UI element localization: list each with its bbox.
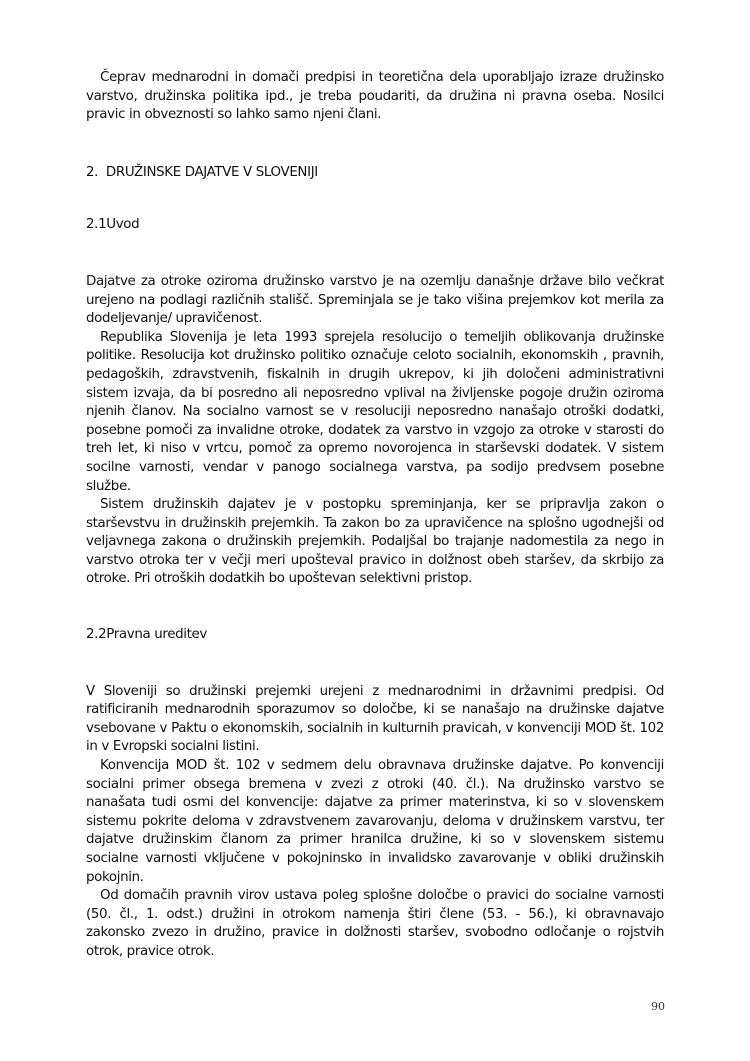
section-number: 2.	[86, 164, 99, 180]
subsection-title: Pravna ureditev	[106, 627, 207, 643]
subsection-heading-2-1	[86, 216, 664, 235]
paragraph: Dajatve za otroke oziroma družinsko varstvo je na ozemlju današnje države bilo večkrat urejeno na podlagi različnih stališč. Spreminjala se je tako višina prejemkov kot merila za dodeljevanje/ upravičenost.	[86, 273, 664, 327]
document-page	[86, 69, 664, 962]
subsection-title: Uvod	[106, 217, 140, 233]
subsection-heading-2-2	[86, 626, 664, 645]
intro-paragraph: Čeprav mednarodni in domači predpisi in teoretična dela uporabljajo izraze družinsko varstvo, družinska politika ipd., je treba poudariti, da družina ni pravna oseba. Nosilci pravic in obveznosti so lahko samo njeni člani.	[86, 70, 664, 123]
paragraph: Konvencija MOD št. 102 v sedmem delu obravnava družinske dajatve. Po konvenciji socialni primer obsega bremena v zvezi z otroki (40. čl.). Na družinsko varstvo se nanašata tudi osmi del konvencije: dajatve za primer materinstva, ki so v slovenskem sistemu pokrite deloma v zdravstvenem zavarovanju, deloma v družinskem varstvu, ter dajatve družinskim članom za primer hranilca družine, ki so v slovenskem sistemu socialne varnosti vključene v pokojninsko in invalidsko zavarovanje v obliki družinskih pokojnin.	[86, 758, 664, 885]
spacer	[86, 235, 664, 273]
spacer	[86, 589, 664, 626]
paragraph: Sistem družinskih dajatev je v postopku spreminjanja, ker se pripravlja zakon o starševstvu in družinskih prejemkih. Ta zakon bo za upravičence na splošno ugodnejši od veljavnega zakona o družinskih prejemkih. Podaljšal bo trajanje nadomestila za nego in varstvo otroka ter v večji meri upošteval pravico in dolžnost obeh staršev, da skrbijo za otroke. Pri otroških dodatkih bo upoštevan selektivni pristop.	[86, 497, 664, 587]
paragraph: Republika Slovenija je leta 1993 sprejela resolucijo o temeljih oblikovanja družinske politike. Resolucija kot družinsko politiko označuje celoto socialnih, ekonomskih , pravnih, pedagoških, zdravstvenih, fiskalnih in drugih ukrepov, ki jih določeni administrativni sistem izvaja, da bi posredno ali neposredno vplival na življenske pogoje družin oziroma njenih članov. Na socialno varnost se v resoluciji neposredno nanašajo otroški dodatki, posebne pomoči za invalidne otroke, dodatek za varstvo in vzgojo za otroke v starosti do treh let, ki niso v vrtcu, pomoč za opremo novorojenca in starševski dodatek. V sistem socilne varnosti, vendar v panogo socialnega varstva, pa sodijo predvsem posebne službe.	[86, 329, 664, 494]
section-title: DRUŽINSKE DAJATVE V SLOVENIJI	[105, 164, 318, 180]
paragraph: Od domačih pravnih virov ustava poleg splošne določbe o pravici do socialne varnosti (50. čl., 1. odst.) družini in otrokom namenja štiri člene (53. - 56.), ki obravnavajo zakonsko zvezo in družino, pravice in dolžnosti staršev, svobodno odločanje o rojstvih otrok, pravice otrok.	[86, 888, 664, 959]
subsection-number: 2.2	[86, 627, 107, 643]
subsection-number: 2.1	[86, 217, 107, 233]
paragraph: V Sloveniji so družinski prejemki urejeni z mednarodnimi in državnimi predpisi. Od ratificiranih mednarodnih sporazumov so določbe, ki se nanašajo na družinske dajatve vsebovane v Paktu o ekonomskih, socialnih in kulturnih pravicah, v konvenciji MOD št. 102 in v Evropski socialni listini.	[86, 683, 664, 755]
spacer	[86, 645, 664, 683]
spacer	[86, 182, 664, 216]
page-number: 90	[651, 1000, 665, 1013]
spacer	[86, 125, 664, 164]
section-heading-2	[86, 164, 664, 183]
